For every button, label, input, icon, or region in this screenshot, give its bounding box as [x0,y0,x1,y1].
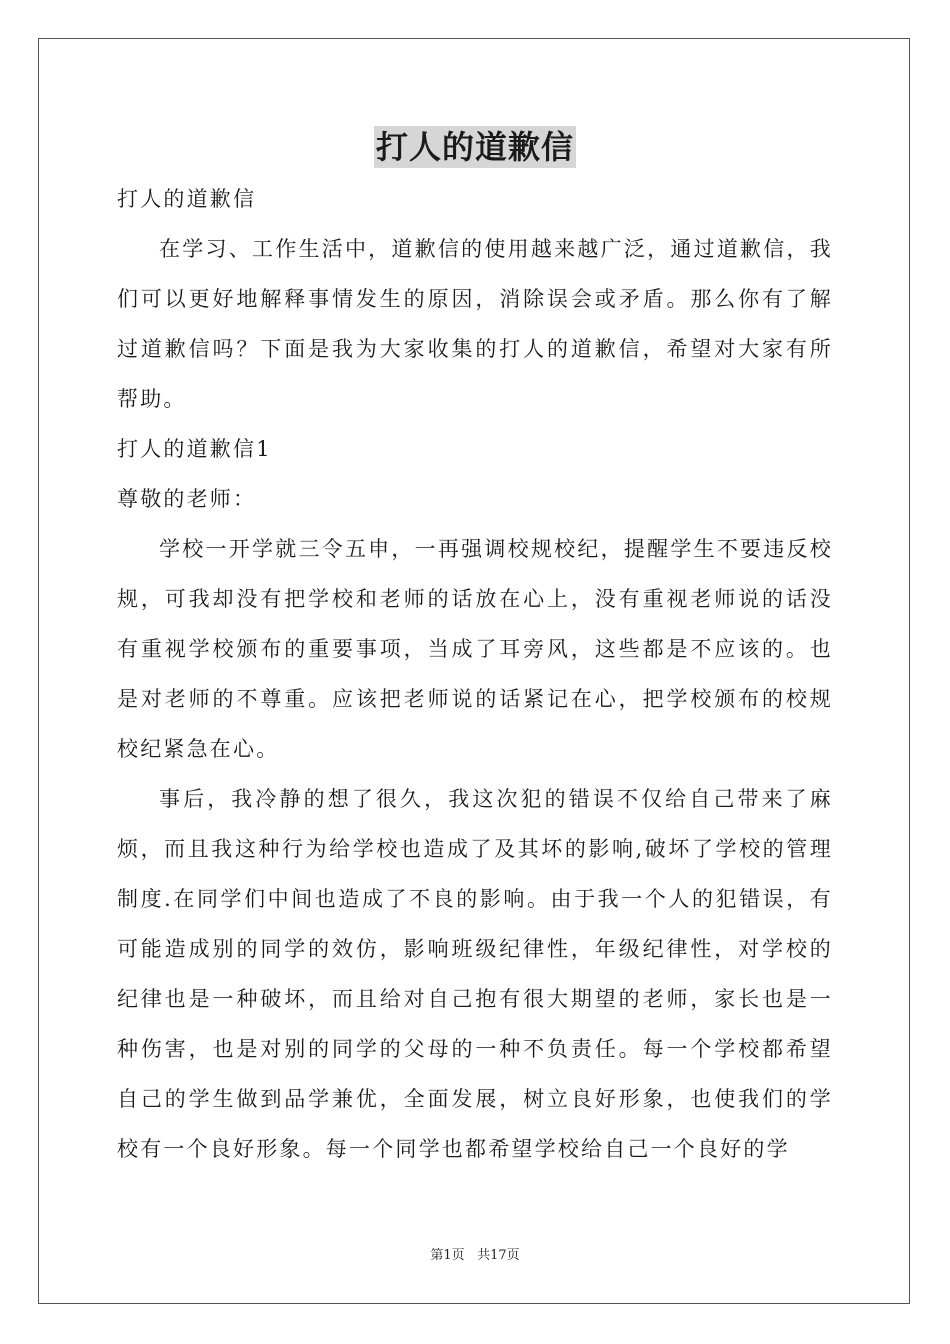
page-footer [0,1246,950,1266]
paragraph: 打人的道歉信1 [117,437,272,461]
paragraph: 打人的道歉信 [117,187,257,211]
paragraph: 在学习、工作生活中，道歉信的使用越来越广泛，通过道歉信，我们可以更好地解释事情发生的原因，消除误会或矛盾。那么你有了解过道歉信吗？下面是我为大家收集的打人的道歉信，希望对大家有所帮助。 [117,237,833,411]
page-total: 共17页 [477,1248,520,1263]
title-container [0,126,950,168]
paragraph: 事后，我冷静的想了很久，我这次犯的错误不仅给自己带来了麻烦，而且我这种行为给学校也造成了及其坏的影响,破坏了学校的管理制度.在同学们中间也造成了不良的影响。由于我一个人的犯错误，有可能造成别的同学的效仿，影响班级纪律性，年级纪律性，对学校的纪律也是一种破坏，而且给对自己抱有很大期望的老师，家长也是一种伤害，也是对别的同学的父母的一种不负责任。每一个学校都希望自己的学生做到品学兼优，全面发展，树立良好形象，也使我们的学校有一个良好形象。每一个同学也都希望学校给自己一个良好的学 [117,787,833,1161]
document-title: 打人的道歉信 [375,128,574,166]
document-body [117,174,833,1174]
paragraph: 尊敬的老师： [117,487,257,511]
page-number: 第1页 [430,1248,465,1263]
paragraph: 学校一开学就三令五申，一再强调校规校纪，提醒学生不要违反校规，可我却没有把学校和老师的话放在心上，没有重视老师说的话没有重视学校颁布的重要事项，当成了耳旁风，这些都是不应该的。也是对老师的不尊重。应该把老师说的话紧记在心，把学校颁布的校规校纪紧急在心。 [117,537,833,761]
